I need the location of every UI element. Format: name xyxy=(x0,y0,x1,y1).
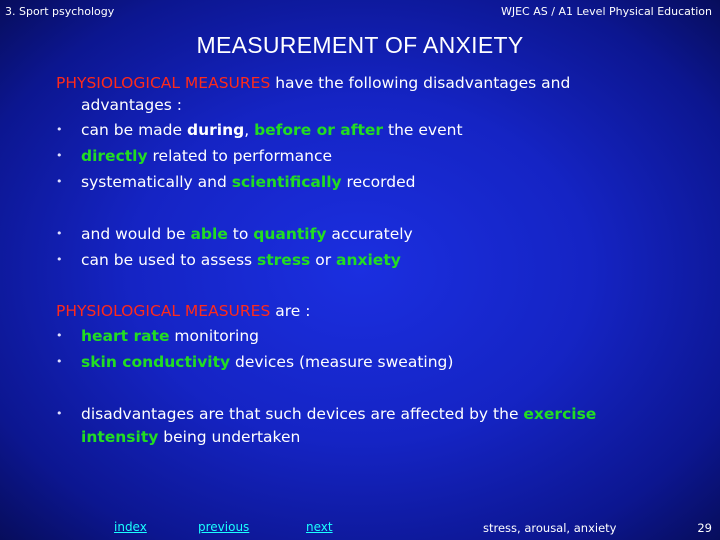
bullet-icon: • xyxy=(56,175,63,188)
keyword-physiological-measures: PHYSIOLOGICAL MEASURES xyxy=(56,74,271,92)
list-item: • skin conductivity devices (measure sweating) xyxy=(0,349,720,375)
bullet-icon: • xyxy=(56,227,63,240)
keyword-physiological-measures: PHYSIOLOGICAL MEASURES xyxy=(56,302,271,320)
bullet-icon: • xyxy=(56,355,63,368)
footer-topic: stress, arousal, anxiety xyxy=(483,521,617,535)
bullet-icon: • xyxy=(56,149,63,162)
list-item: • disadvantages are that such devices are affected by the exercise xyxy=(0,401,720,427)
bullet-icon: • xyxy=(56,123,63,136)
list-item: • directly related to performance xyxy=(0,143,720,169)
page-number: 29 xyxy=(697,521,712,535)
previous-link[interactable]: previous xyxy=(198,520,250,534)
measures-heading: PHYSIOLOGICAL MEASURES are : xyxy=(56,302,311,320)
intro-line: PHYSIOLOGICAL MEASURES have the following disadvantages and xyxy=(56,74,571,92)
list-item: • heart rate monitoring xyxy=(0,323,720,349)
slide-title: MEASUREMENT OF ANXIETY xyxy=(196,32,524,58)
list-item: • can be used to assess stress or anxiety xyxy=(0,247,720,273)
list-item-continued: intensity being undertaken xyxy=(81,428,301,446)
bullet-icon: • xyxy=(56,329,63,342)
course-section-label: 3. Sport psychology xyxy=(5,5,115,18)
intro-line-continued: advantages : xyxy=(81,96,183,114)
bullet-icon: • xyxy=(56,253,63,266)
bullet-icon: • xyxy=(56,407,63,420)
course-title-label: WJEC AS / A1 Level Physical Education xyxy=(500,5,712,18)
index-link[interactable]: index xyxy=(114,520,147,534)
next-link[interactable]: next xyxy=(306,520,333,534)
list-item: • can be made during, before or after the event xyxy=(0,117,720,143)
list-item: • systematically and scientifically recorded xyxy=(0,169,720,195)
list-item: • and would be able to quantify accurately xyxy=(0,221,720,247)
